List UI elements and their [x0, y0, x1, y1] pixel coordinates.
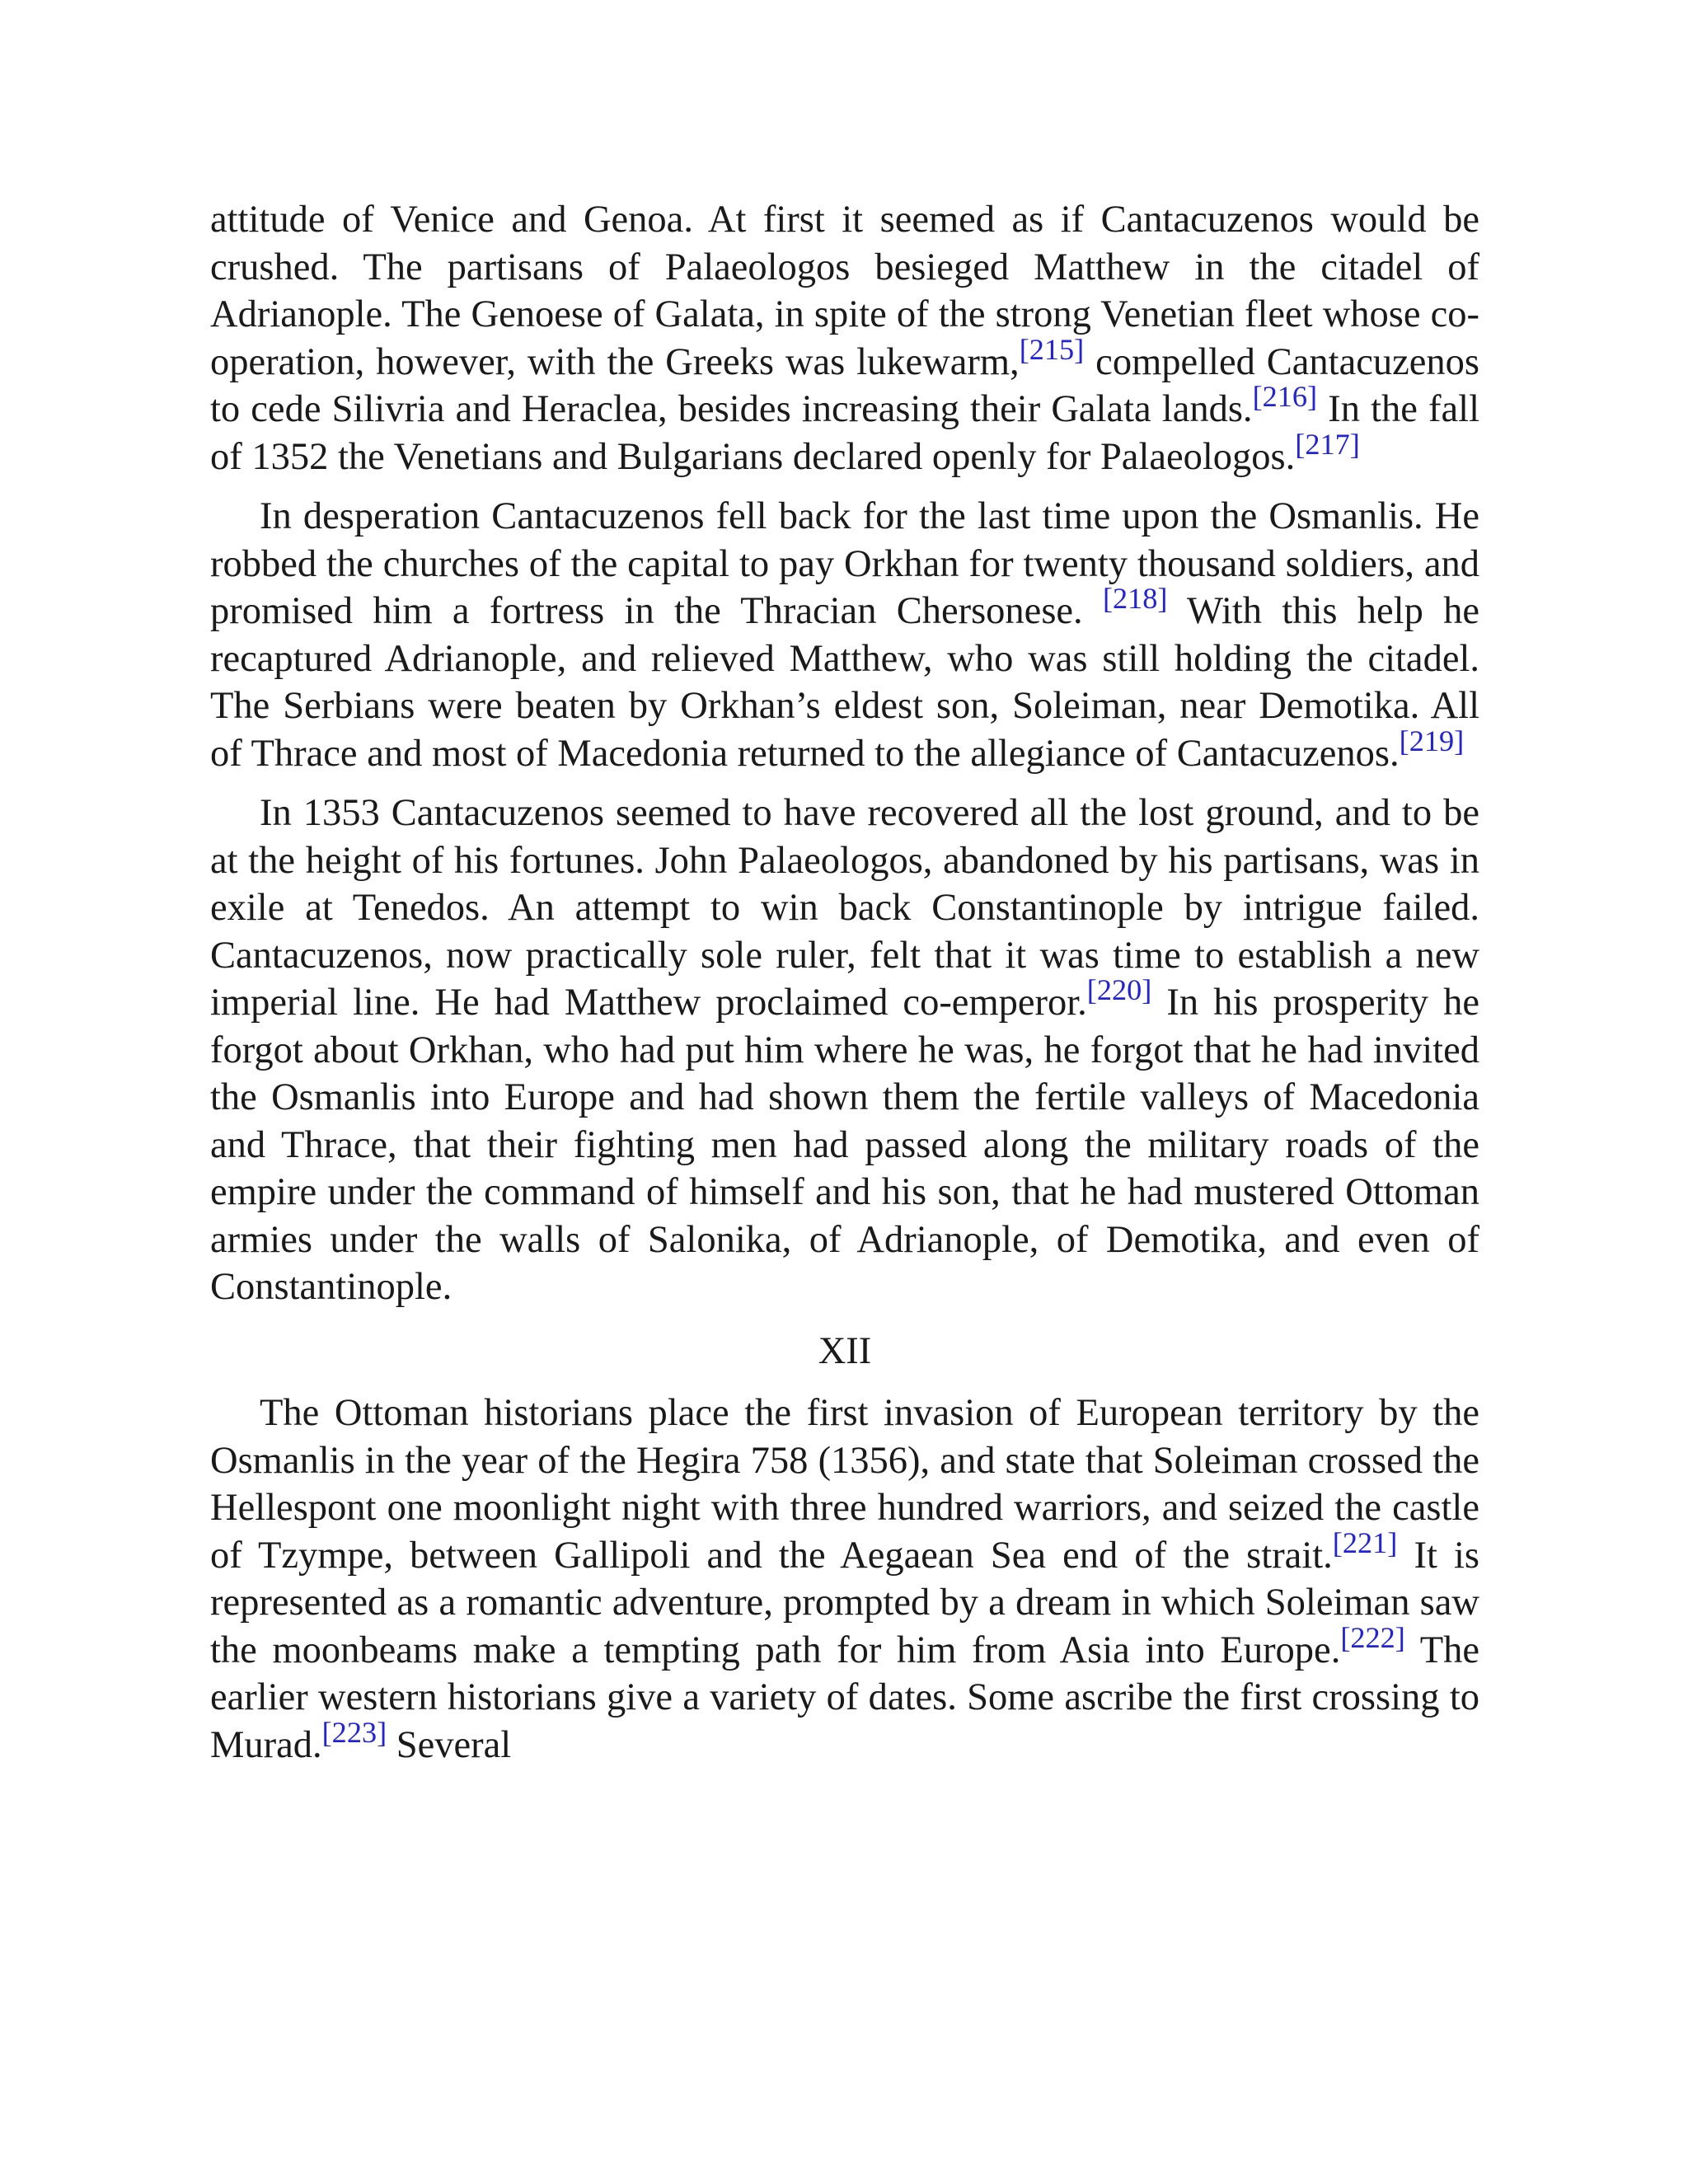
paragraph-1	[210, 196, 1479, 480]
text-segment: In his prosperity he forgot about Orkhan, who had put him where he was, he forgot that he had invited the Osmanlis into Europe and had shown them the fertile valleys of Macedonia and Thrace, that their fighting men had passed along the military roads of the empire under the command of himself and his son, that he had mustered Ottoman armies under the walls of Salonika, of Adrianople, of Demotika, and even of Constantinople.	[210, 982, 1479, 1308]
footnote-link-217[interactable]: [217]	[1295, 427, 1360, 461]
text-segment: With this help he recaptured Adrianople, and relieved Matthew, who was still holding the citadel. The Serbians were beaten by Orkhan’s eldest son, Soleiman, near Demotika. All of Thrace and most of Macedonia returned to the allegiance of Cantacuzenos.	[210, 590, 1479, 775]
footnote-link-219[interactable]: [219]	[1399, 724, 1465, 757]
paragraph-4	[210, 1390, 1479, 1769]
text-segment: attitude of Venice and Genoa. At first it seemed as if Cantacuzenos would be crushed. The partisans of Palaeologos besieged Matthew in the citadel of Adrianople. The Genoese of Galata, in spite of the strong Venetian fleet whose co-operation, however, with the Greeks was lukewarm,	[210, 199, 1479, 383]
text-segment: In the fall of 1352 the Venetians and Bulgarians declared openly for Palaeologos.	[210, 388, 1479, 478]
paragraph-2	[210, 493, 1479, 777]
text-segment: In desperation Cantacuzenos fell back for the last time upon the Osmanlis. He robbed the churches of the capital to pay Orkhan for twenty thousand soldiers, and promised him a fortress in the Thracian Chersonese.	[210, 495, 1479, 632]
section-heading: XII	[818, 1329, 872, 1372]
text-segment: In 1353 Cantacuzenos seemed to have recovered all the lost ground, and to be at the height of his fortunes. John Palaeologos, abandoned by his partisans, was in exile at Tenedos. An attempt to win back Constantinople by intrigue failed. Cantacuzenos, now practically sole ruler, felt that it was time to establish a new imperial line. He had Matthew proclaimed co-emperor.	[210, 792, 1479, 1024]
footnote-link-223[interactable]: [223]	[321, 1715, 387, 1749]
paragraph-3	[210, 790, 1479, 1311]
text-segment: Several	[387, 1723, 512, 1766]
text-segment: The earlier western historians give a variety of dates. Some ascribe the first crossing to Murad.	[210, 1629, 1480, 1766]
footnote-link-216[interactable]: [216]	[1252, 379, 1318, 413]
text-segment: The Ottoman historians place the first invasion of European territory by the Osmanlis in the year of the Hegira 758 (1356), and state that Soleiman crossed the Hellespont one moonlight night with three hundred warriors, and seized the castle of Tzympe, between Gallipoli and the Aegaean Sea end of the strait.	[210, 1392, 1479, 1577]
footnote-link-215[interactable]: [215]	[1019, 332, 1085, 366]
page-body	[210, 196, 1479, 1769]
text-segment: It is represented as a romantic adventure, prompted by a dream in which Soleiman saw the moonbeams make a tempting path for him from Asia into Europe.	[210, 1534, 1480, 1671]
text-segment: compelled Cantacuzenos to cede Silivria and Heraclea, besides increasing their Galata lands.	[210, 340, 1480, 430]
footnote-link-222[interactable]: [222]	[1340, 1620, 1405, 1654]
footnote-link-218[interactable]: [218]	[1102, 581, 1168, 615]
footnote-link-221[interactable]: [221]	[1332, 1526, 1398, 1559]
footnote-link-220[interactable]: [220]	[1086, 972, 1152, 1006]
